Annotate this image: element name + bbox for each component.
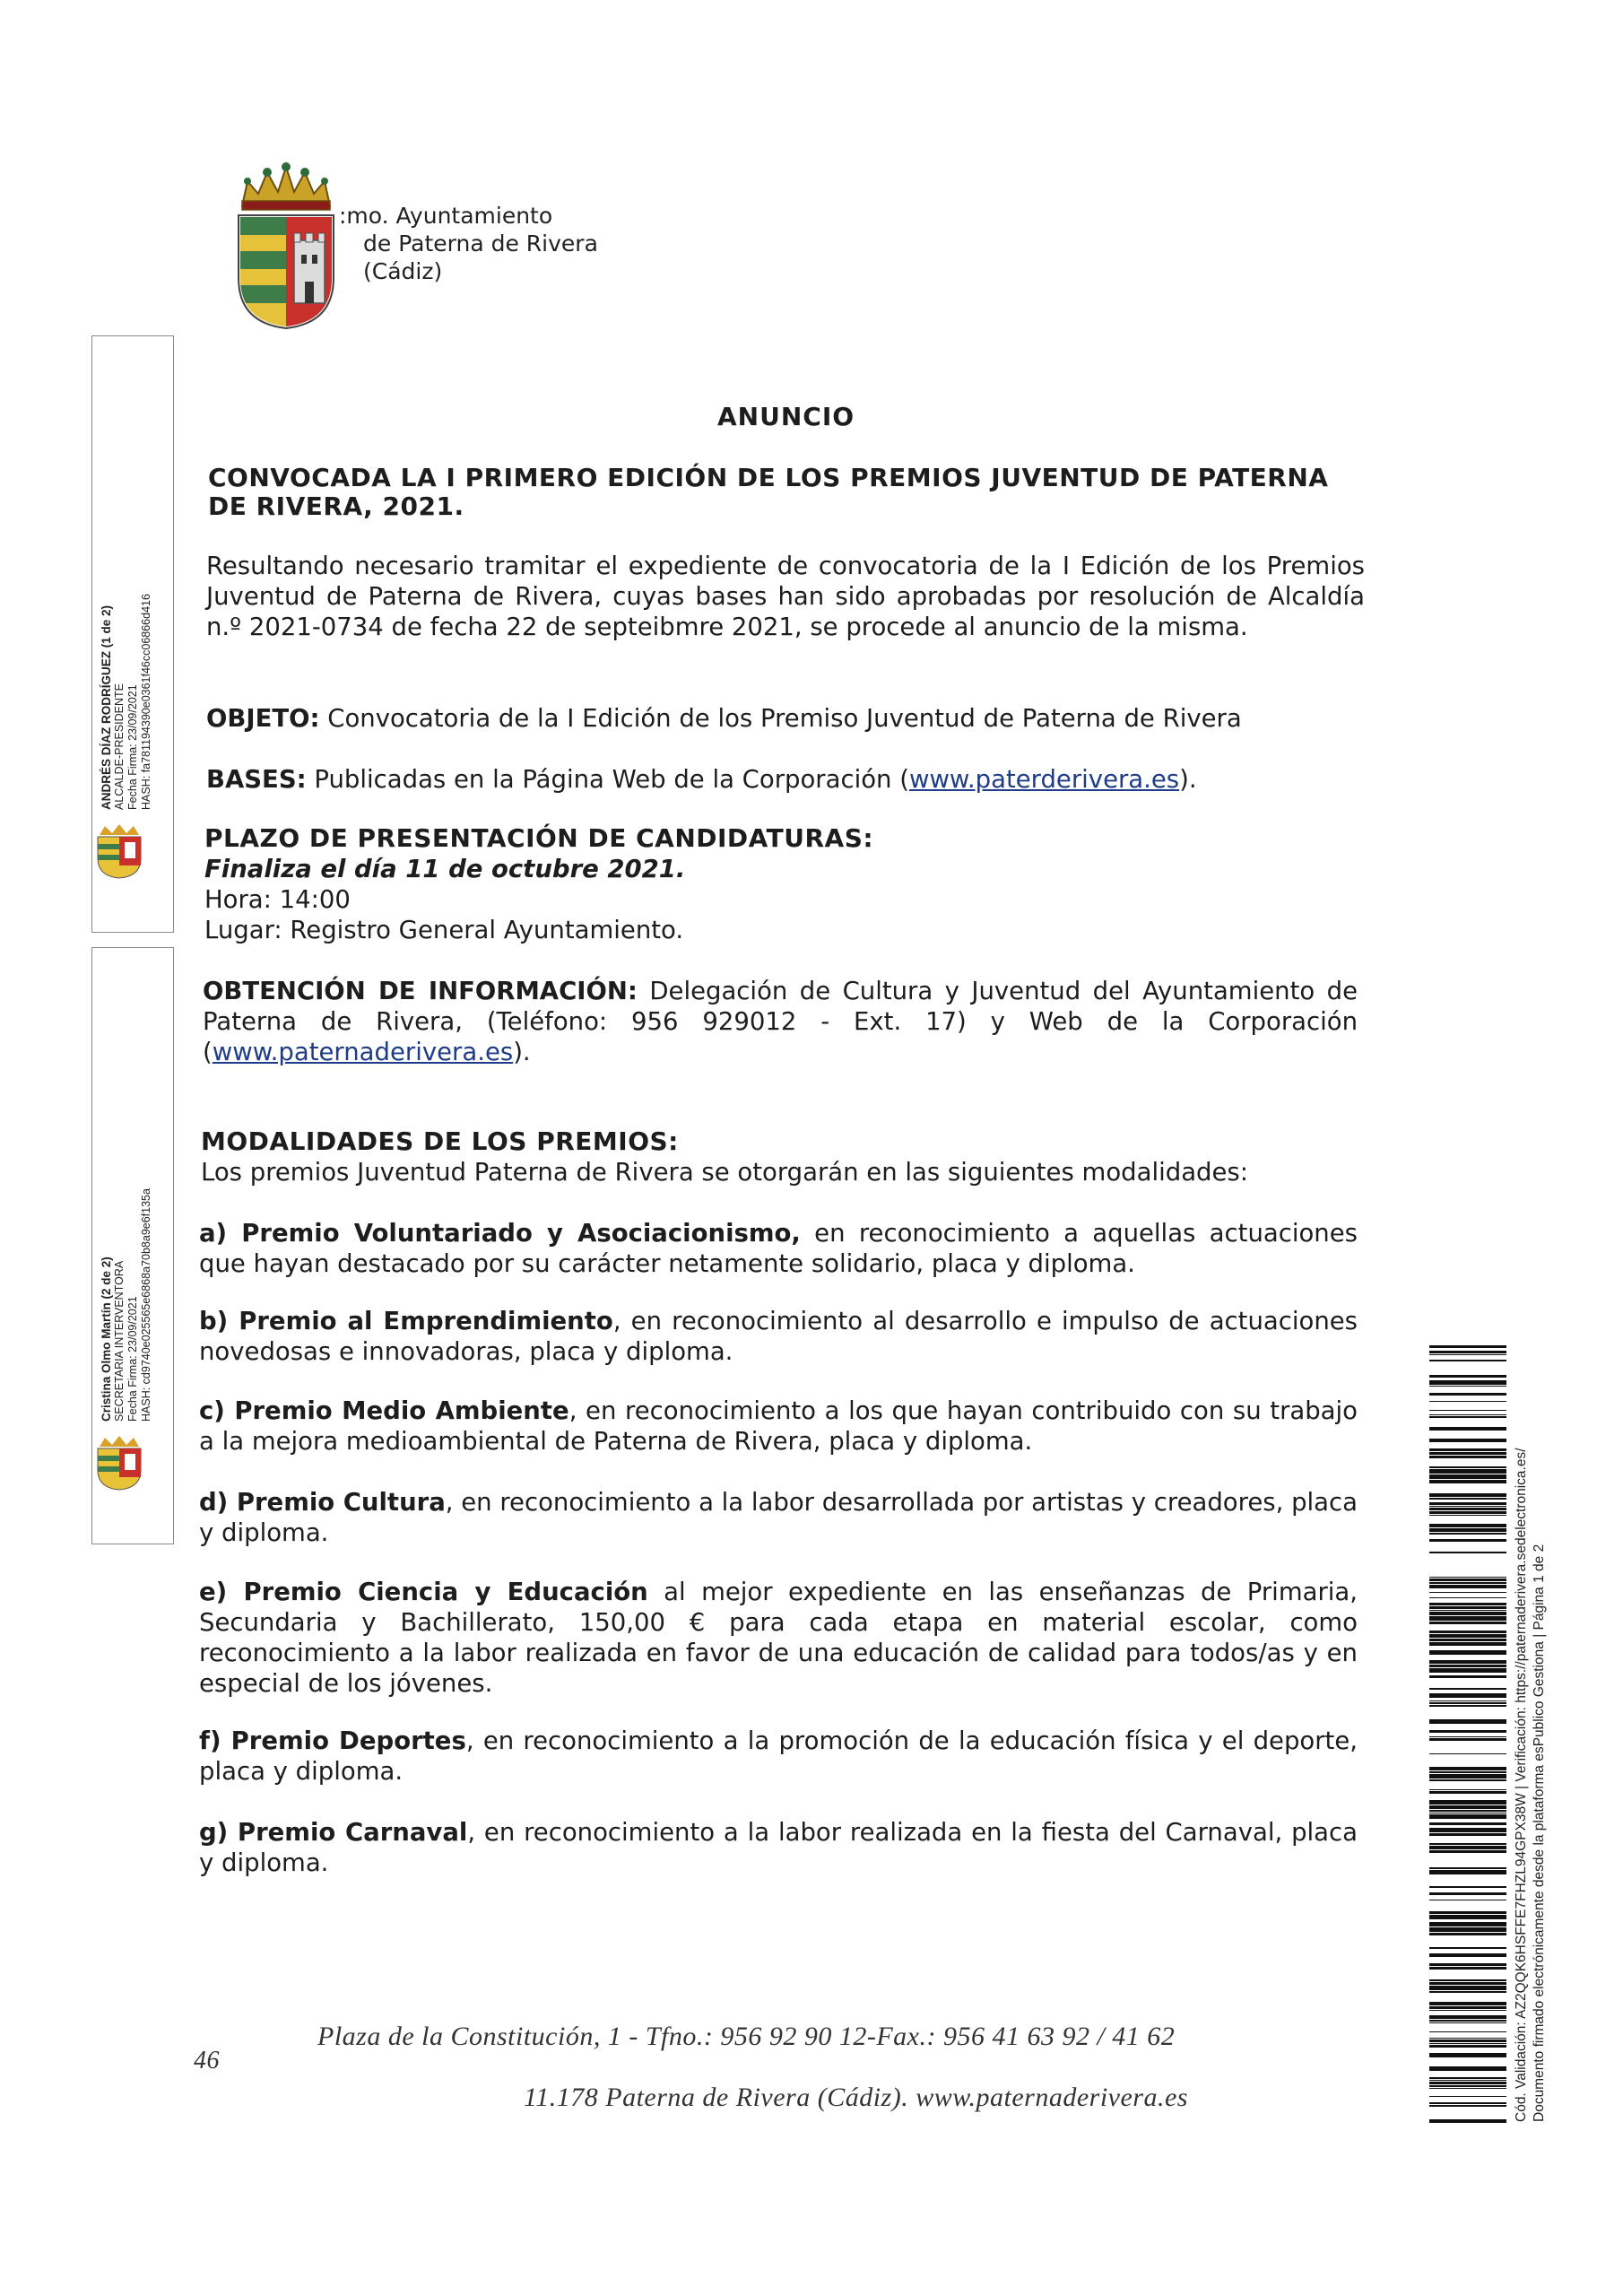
municipal-coat-of-arms [235,161,337,332]
footer-city-web: 11.178 Paterna de Rivera (Cádiz). www.paternaderivera.es [524,2083,1188,2112]
barcode-bar [1429,2015,1506,2019]
verification-barcode [1429,1345,1506,2126]
award-f [199,1726,1358,1787]
barcode-bar [1429,1982,1506,1985]
barcode-bar [1429,1506,1506,1507]
barcode-bar [1429,1616,1506,1621]
barcode-bar [1429,1597,1506,1598]
barcode-bar [1429,1828,1506,1832]
barcode-bar [1429,1416,1506,1418]
barcode-bar [1429,2102,1506,2104]
barcode-bar [1429,2096,1506,2097]
header-line-3: (Cádiz) [363,258,443,284]
info-end: ). [513,1038,531,1066]
bases-text: Publicadas en la Página Web de la Corporación ( [306,765,909,794]
barcode-bar [1429,1552,1506,1553]
barcode-bar [1429,1502,1506,1505]
award-d-text: , en reconocimiento a la labor desarrollada por artistas y creadores, placa y diploma. [199,1488,1358,1547]
barcode-bar [1429,2082,1506,2084]
plazo-place: Lugar: Registro General Ayuntamiento. [204,916,684,944]
objeto-line [206,703,1372,734]
barcode-bar [1429,1456,1506,1458]
page-number: 46 [194,2047,220,2074]
info-paragraph [203,976,1358,1067]
barcode-bar [1429,1846,1506,1849]
award-g-name: g) Premio Carnaval [199,1818,468,1847]
barcode-bar [1429,1963,1506,1966]
barcode-bar [1429,1375,1506,1378]
main-heading-line-1: CONVOCADA LA I PRIMERO EDICIÓN DE LOS PREMIOS JUVENTUD DE PATERNA [208,463,1329,492]
barcode-bar [1429,1767,1506,1770]
barcode-bar [1429,1986,1506,1990]
barcode-bar [1429,1577,1506,1578]
signature-2-role: SECRETARIA INTERVENTORA [113,1260,126,1422]
barcode-bar [1429,1774,1506,1779]
crown-icon [242,162,330,210]
award-a-name: a) Premio Voluntariado y Asociacionismo, [199,1219,801,1248]
barcode-bar [1429,1979,1506,1981]
barcode-bar [1429,2010,1506,2011]
bases-line [206,764,1372,795]
barcode-bar [1429,1700,1506,1701]
barcode-bar [1429,1603,1506,1605]
barcode-bar [1429,1850,1506,1853]
header-line-1: :mo. Ayuntamiento [339,203,553,229]
barcode-bar [1429,1528,1506,1532]
barcode-bar [1429,1688,1506,1690]
barcode-bar [1429,1493,1506,1497]
barcode-bar [1429,1612,1506,1615]
barcode-bar [1429,1947,1506,1949]
barcode-bar [1429,1779,1506,1781]
barcode-bar [1429,1922,1506,1926]
modalidades-intro: Los premios Juventud Paterna de Rivera se otorgarán en las siguientes modalidades: [201,1158,1249,1187]
barcode-bar [1429,1380,1506,1385]
barcode-bar [1429,1511,1506,1514]
barcode-bar [1429,1539,1506,1542]
barcode-bar [1429,1610,1506,1611]
barcode-bar [1429,1867,1506,1869]
barcode-bar [1429,1822,1506,1825]
award-a [199,1218,1358,1279]
info-link[interactable]: www.paternaderivera.es [212,1038,514,1066]
objeto-label: OBJETO: [206,704,320,733]
barcode-bar [1429,1736,1506,1737]
barcode-bar [1429,1427,1506,1431]
award-d-name: d) Premio Cultura [199,1488,446,1517]
info-label: OBTENCIÓN DE INFORMACIÓN: [203,977,638,1005]
award-g [199,1817,1358,1878]
award-c-text: , en reconocimiento a los que hayan contribuido con su trabajo a la mejora medioambiental de Paterna de Rivera, placa y diploma. [199,1396,1358,1456]
signature-1-seal-icon [94,824,144,883]
barcode-bar [1429,1805,1506,1809]
barcode-bar [1429,1886,1506,1888]
barcode-bar [1429,2105,1506,2107]
plazo-hour: Hora: 14:00 [204,885,351,914]
barcode-bar [1429,2006,1506,2009]
barcode-bar [1429,1439,1506,1442]
barcode-bar [1429,2045,1506,2048]
award-d [199,1487,1358,1548]
barcode-bar [1429,1991,1506,1993]
barcode-bar [1429,1606,1506,1609]
award-f-name: f) Premio Deportes [199,1726,466,1755]
barcode-bar [1429,2066,1506,2071]
barcode-bar [1429,1833,1506,1836]
barcode-bar [1429,1843,1506,1845]
award-e-text: al mejor expediente en las enseñanzas de Primaria, Secundaria y Bachillerato, 150,00 € para cada etapa en material escolar, como reconocimiento a la labor realizada en favor de una educación de calidad para todos/as y en especial de los jóvenes. [199,1578,1358,1698]
barcode-bar [1429,2039,1506,2042]
barcode-bar [1429,1360,1506,1361]
barcode-bar [1429,1578,1506,1581]
barcode-bar [1429,2020,1506,2022]
barcode-bar [1429,1515,1506,1516]
signature-1-date: Fecha Firma: 23/09/2021 [126,684,139,810]
bases-link[interactable]: www.paterderivera.es [908,765,1180,794]
signature-1-text [100,594,153,810]
intro-paragraph: Resultando necesario tramitar el expediente de convocatoria de la I Edición de los Premios Juventud de Paterna de Rivera, cuyas bases han sido aprobadas por resolución de Alcaldía n.º 2021-0734 de fecha 22 de septeibmre 2021, se procede al anuncio de la misma. [206,552,1365,641]
barcode-bar [1429,1705,1506,1707]
signature-box-1 [91,335,174,933]
barcode-bar [1429,1642,1506,1646]
barcode-bar [1429,1738,1506,1741]
barcode-bar [1429,1533,1506,1535]
barcode-bar [1429,1469,1506,1474]
award-b-name: b) Premio al Emprendimiento [199,1307,613,1335]
barcode-bar [1429,1915,1506,1919]
signature-2-date: Fecha Firma: 23/09/2021 [126,1296,139,1422]
award-b-text: , en reconocimiento al desarrollo e impulso de actuaciones novedosas e innovadoras, placa y diploma. [199,1307,1358,1366]
barcode-bar [1429,1354,1506,1355]
barcode-bar [1429,1452,1506,1455]
award-c [199,1396,1358,1457]
barcode-bar [1429,1393,1506,1396]
barcode-bar [1429,1401,1506,1402]
barcode-bar [1429,1911,1506,1914]
barcode-bar [1429,1693,1506,1698]
info-text: Delegación de Cultura y Juventud del Ayuntamiento de Paterna de Rivera, (Teléfono: 956 929012 - Ext. 17) y Web de la Corporación ( [203,977,1358,1066]
barcode-bar [1429,1622,1506,1624]
barcode-bar [1429,1639,1506,1641]
barcode-bar [1429,2080,1506,2081]
barcode-bar [1429,1634,1506,1638]
barcode-bar [1429,1592,1506,1593]
bases-label: BASES: [206,765,307,794]
barcode-bar [1429,1719,1506,1724]
signature-1-role: ALCALDE-PRESIDENTE [113,683,126,810]
award-e [199,1577,1358,1699]
barcode-bar [1429,1585,1506,1588]
modalidades-heading: MODALIDADES DE LOS PREMIOS: [201,1126,679,1156]
barcode-bar [1429,1933,1506,1935]
barcode-bar [1429,1345,1506,1348]
barcode-bar [1429,1668,1506,1673]
plazo-heading: PLAZO DE PRESENTACIÓN DE CANDIDATURAS: [204,823,874,853]
award-a-text: en reconocimiento a aquellas actuaciones que hayan destacado por su carácter netamente solidario, placa y diploma. [199,1219,1358,1278]
award-g-text: , en reconocimiento a la labor realizada en la fiesta del Carnaval, placa y diploma. [199,1818,1358,1877]
barcode-bar [1429,1582,1506,1584]
barcode-bar [1429,1480,1506,1483]
barcode-bar [1429,1675,1506,1678]
barcode-bar [1429,1771,1506,1773]
barcode-bar [1429,1414,1506,1415]
award-e-name: e) Premio Ciencia y Educación [199,1578,648,1606]
barcode-bar [1429,1892,1506,1895]
barcode-bar [1429,1702,1506,1704]
barcode-bar [1429,1466,1506,1468]
barcode-bar [1429,2119,1506,2123]
barcode-bar [1429,2038,1506,2039]
barcode-bar [1429,1870,1506,1874]
signature-2-name: Cristina Olmo Martín (2 de 2) [100,1257,113,1422]
barcode-bar [1429,1498,1506,1500]
barcode-bar [1429,1814,1506,1819]
barcode-bar [1429,1650,1506,1655]
barcode-bar [1429,1474,1506,1479]
main-heading-line-2: DE RIVERA, 2021. [208,491,464,521]
signature-1-hash: HASH: fa781194390e0361f46cc06866d416 [140,594,152,810]
plazo-deadline: Finaliza el día 11 de octubre 2021. [204,855,686,883]
barcode-bar [1429,2085,1506,2087]
barcode-bar [1429,1753,1506,1754]
award-c-name: c) Premio Medio Ambiente [199,1396,569,1425]
footer-address: Plaza de la Constitución, 1 - Tfno.: 956 92 90 12-Fax.: 956 41 63 92 / 41 62 [317,2022,1176,2051]
barcode-bar [1429,1448,1506,1451]
barcode-bar [1429,2088,1506,2089]
barcode-bar [1429,1660,1506,1664]
signature-2-seal-icon [94,1436,144,1495]
bases-end: ). [1179,765,1197,794]
barcode-bar [1429,2053,1506,2057]
signature-2-text [100,1188,153,1422]
award-b [199,1306,1358,1367]
barcode-bar [1429,1410,1506,1411]
award-f-text: , en reconocimiento a la promoción de la educación física y el deporte, placa y diploma. [199,1726,1358,1786]
objeto-text: Convocatoria de la I Edición de los Premiso Juventud de Paterna de Rivera [319,704,1242,733]
barcode-bar [1429,1631,1506,1633]
barcode-bar [1429,2043,1506,2044]
barcode-bar [1429,2077,1506,2079]
signature-box-2 [91,947,174,1544]
barcode-bar [1429,1508,1506,1510]
barcode-bar [1429,1730,1506,1733]
barcode-bar [1429,2031,1506,2032]
barcode-bar [1429,2022,1506,2023]
verification-platform-line: Documento firmado electrónicamente desde la plataforma esPublico Gestiona | Página 1 de 2 [1532,1544,1547,2122]
barcode-bar [1429,1386,1506,1387]
barcode-bar [1429,1927,1506,1932]
document-title: ANUNCIO [717,402,855,431]
barcode-bar [1429,2002,1506,2005]
barcode-bar [1429,1967,1506,1970]
barcode-bar [1429,1665,1506,1667]
signature-2-hash: HASH: cd9740e025565e6868a70b8a9e6f135a [140,1188,152,1422]
barcode-bar [1429,1524,1506,1527]
barcode-bar [1429,1953,1506,1957]
barcode-bar [1429,1351,1506,1353]
barcode-bar [1429,1791,1506,1794]
barcode-bar [1429,1810,1506,1812]
signature-1-name: ANDRÉS DÍAZ RODRÍGUEZ (1 de 2) [100,604,113,810]
verification-code-line: Cód. Validación: AZ2QQK6HSFFE7FHZL94GPX38W | Verificación: https://paternaderivera.sedelectronica.es/ [1514,1448,1529,2122]
header-line-2: de Paterna de Rivera [363,230,598,257]
barcode-bar [1429,1800,1506,1805]
barcode-bar [1429,1789,1506,1790]
